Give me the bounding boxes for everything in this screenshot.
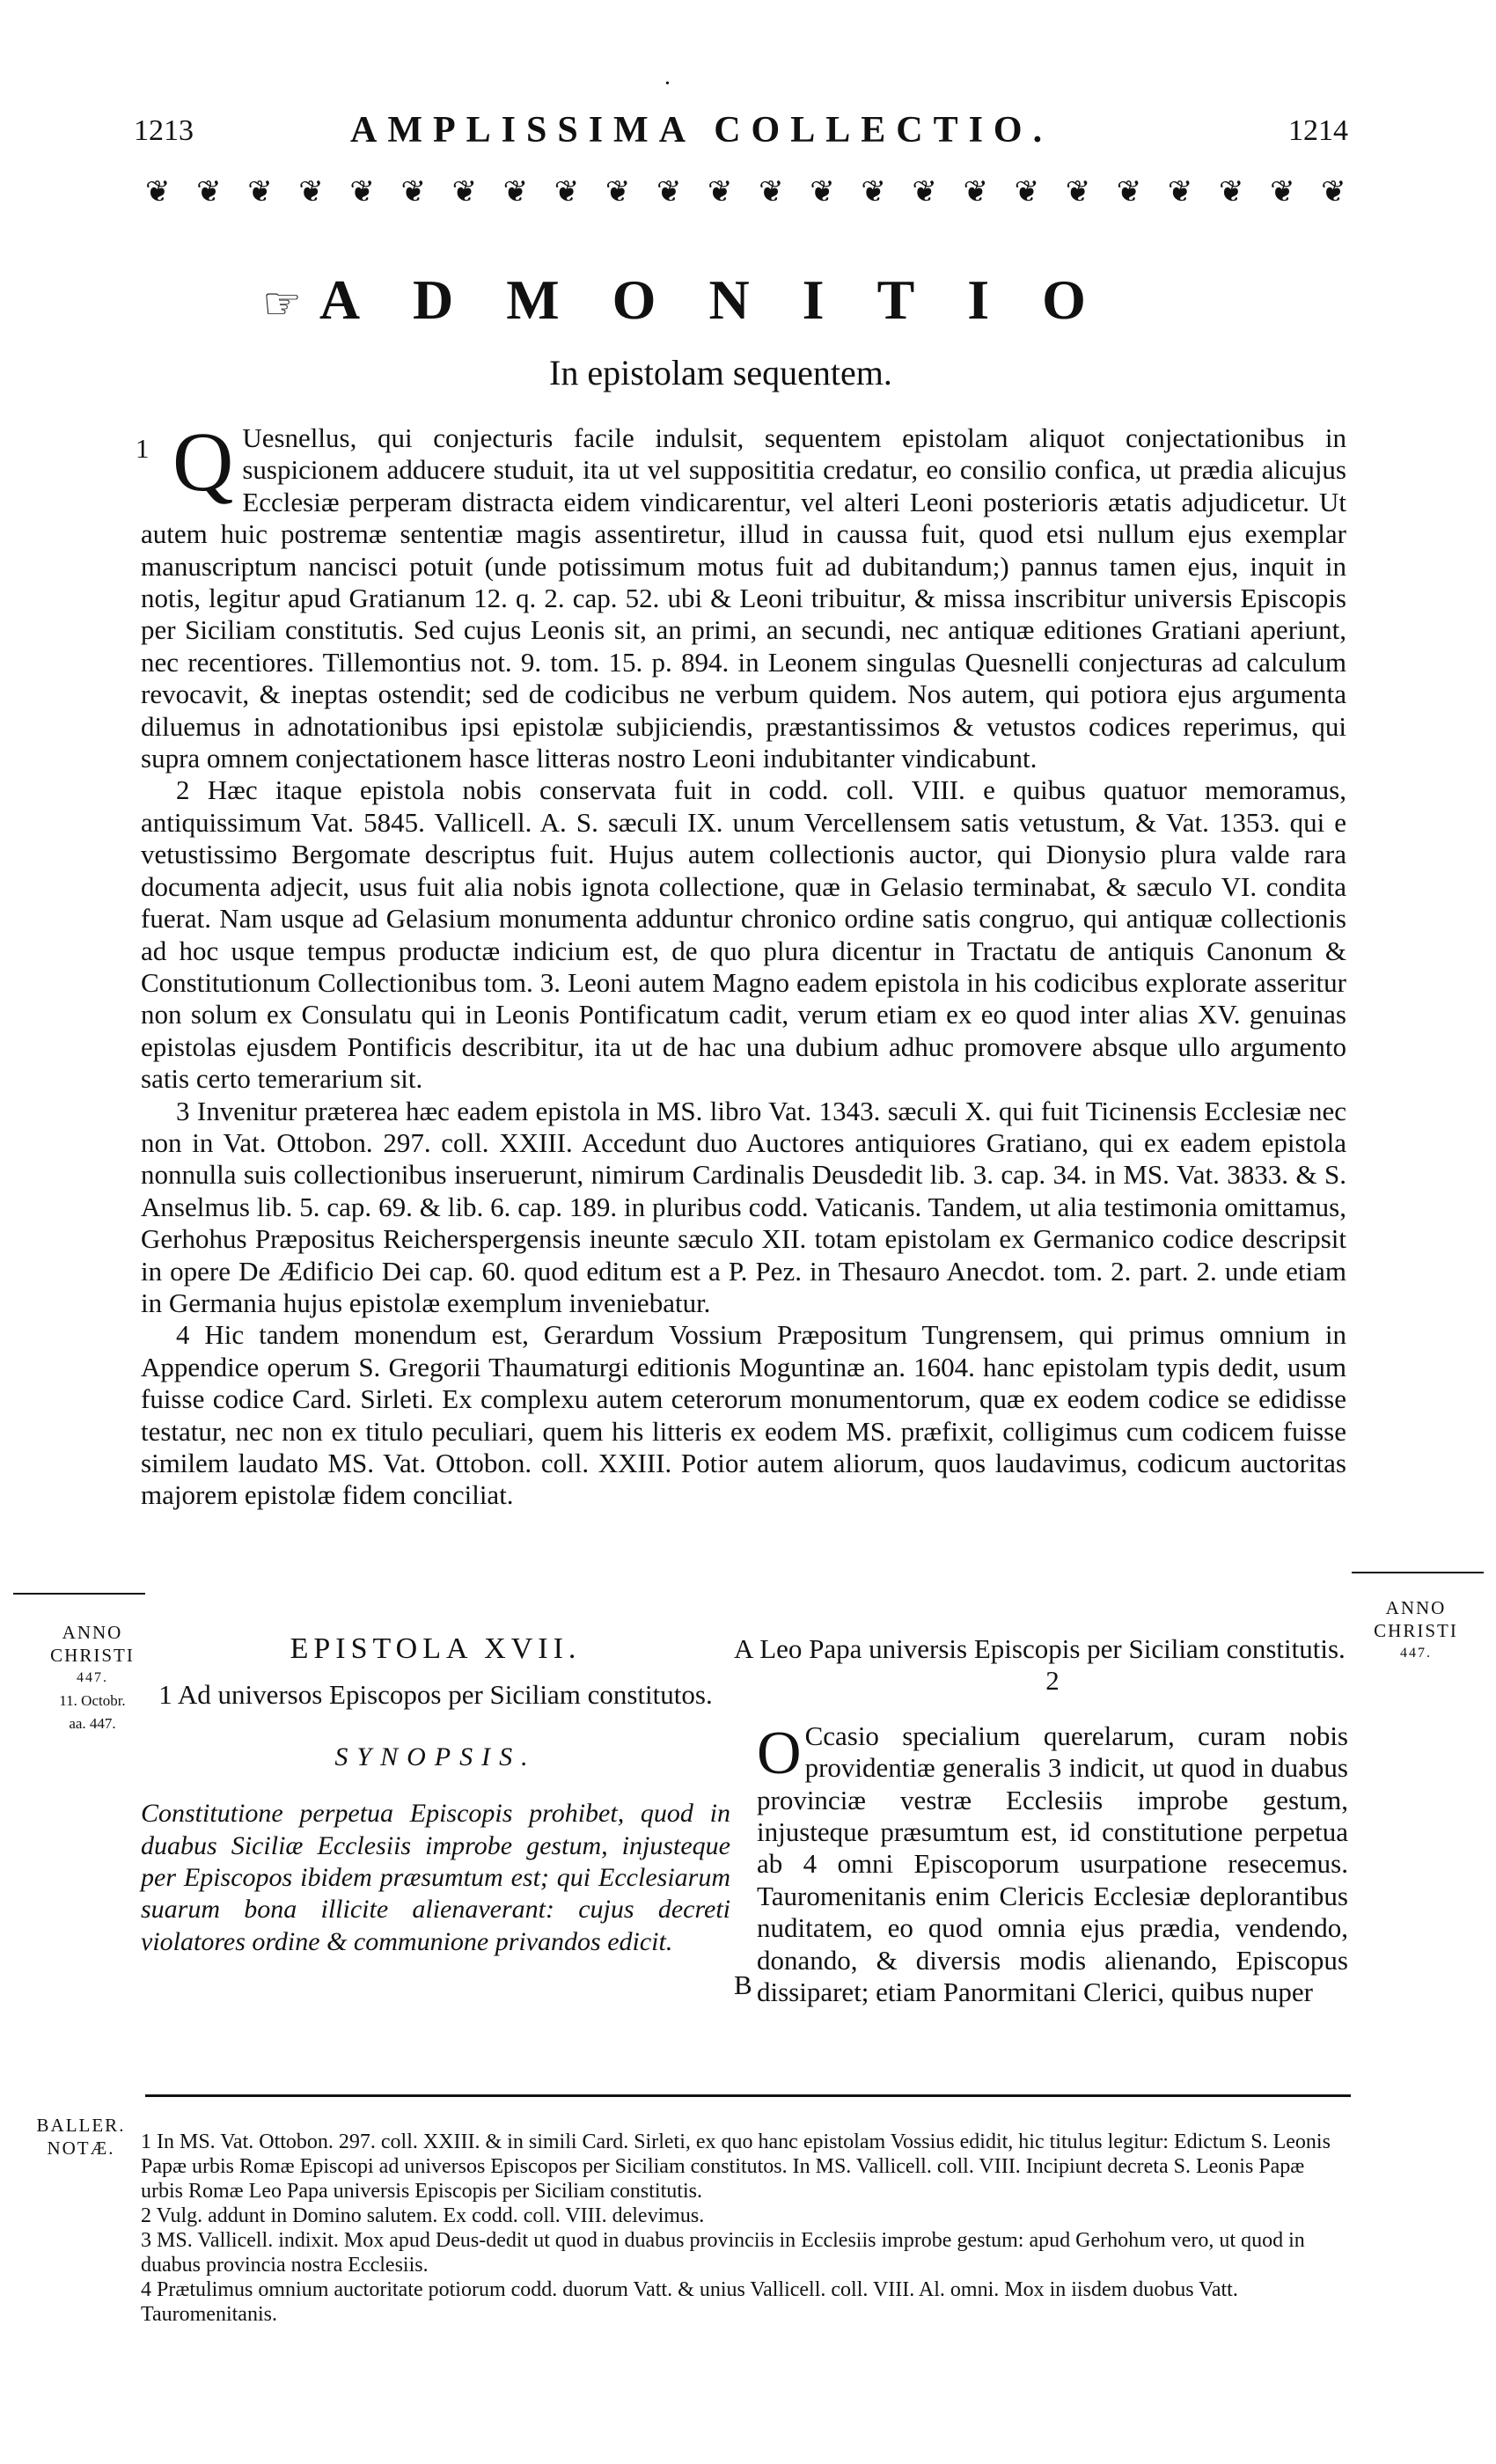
footnotes [141,2130,1346,2327]
fleuron-icon: ❦ [247,174,273,209]
fleuron-icon: ❦ [1167,174,1193,209]
page-number-left: 1213 [134,114,194,147]
footnote-rule [145,2094,1351,2097]
fleuron-icon: ❦ [145,174,171,209]
fleuron-icon: ❦ [605,174,631,209]
fleuron-icon: ❦ [963,174,988,209]
footnote-2: 2 Vulg. addunt in Domino salutem. Ex codd. coll. VIII. delevimus. [141,2204,705,2227]
column-marker-b: B [734,1969,752,2000]
admonitio-body [136,414,1346,1512]
fleuron-icon: ❦ [912,174,937,209]
letter-body: O Ccasio specialium querelarum, curam nobis providentiæ generalis 3 indicit, ut quod in duabus provinciæ vestræ Ecclesiis improbe gestum, injusteque præsumtum est, id constitutione perpetua ab 4 omni Episcoporum usurpatione resecemus. Tauromenitanis enim Clericis Ecclesiæ deplorantibus nuditatem, eo quod omnia ejus prædia, vendendo, donando, & diversis modis alienando, Episcopus dissiparet; etiam Panormitani Clerici, quibus nuper [757,1719,1348,2008]
paragraph-1: 1 Q Uesnellus, qui conjecturis facile indulsit, sequentem epistolam aliquot conjectationibus in suspicionem adducere studuit, ita ut vel supposititia credatur, eo consilio confica, ut prædia alicujus Ecclesiæ perperam distracta eidem vindicarentur, vel alteri Leoni posterioris ætatis adjudicetur. Ut autem huic postremæ sententiæ magis assentiretur, illud in caussa fuit, quod etsi nullum ejus exemplar manuscriptum nancisci potuit (unde potissimum motus fuit ad dubitandum;) pannus tamen ejus, inquit in notis, legitur apud Gratianum 12. q. 2. cap. 52. ubi & Leoni tribuitur, & missa inscribitur universis Episcopis per Siciliam constitutis. Sed cujus Leonis sit, an primi, an secundi, nec antiquæ editiones Gratiani aperiunt, nec recentiores. Tillemontius not. 9. tom. 15. p. 894. in Leonem singulas Quesnelli conjecturas ad calculum revocavit, & ineptas ostendit; sed de codicibus ne verbum quidem. Nos autem, qui potiora ejus argumenta diluemus in adnotationibus ipsi epistolæ subjiciendis, præstantissimos & vetustos codices reperimus, qui supra omnem conjectationem hasce litteras nostro Leoni indubitanter vindicabunt. [136,414,1346,774]
ornament-band [145,174,1346,216]
fleuron-icon: ❦ [759,174,784,209]
fleuron-icon: ❦ [502,174,529,209]
margin-note-right: ANNO CHRISTI 447. [1374,1597,1458,1661]
letter-salutation: Leo Papa universis Episcopis per Siciliam constitutis. 2 [759,1633,1346,1697]
fleuron-icon: ❦ [451,174,478,209]
paragraph-3: 3 Invenitur præterea hæc eadem epistola in MS. libro Vat. 1343. sæculi X. qui fuit Ticinensis Ecclesiæ nec non in Vat. Ottobon. 297. coll. XXIII. Accedunt duo Auctores antiquiores Gratiano, qui ex eadem epistola nonnulla suis collectionibus inseruerunt, nimirum Cardinalis Deusdedit lib. 3. cap. 34. in MS. Vat. 3833. & S. Anselmus lib. 5. cap. 69. & lib. 6. cap. 189. in pluribus codd. Vaticanis. Tandem, ut alia testimonia omittamus, Gerhohus Præpositus Reicherspergensis ineunte sæculo XII. totam epistolam ex Germanico codice descripsit in opere De Ædificio Dei cap. 60. quod editum est a P. Pez. in Thesauro Anecdot. tom. 2. part. 2. unde etiam in Germania hujus epistolæ exemplum inveniebatur. [141,1095,1346,1318]
baller-notae-label: BALLER. NOTÆ. [36,2115,126,2159]
fleuron-icon: ❦ [1014,174,1040,209]
fleuron-icon: ❦ [810,174,835,209]
drop-cap: O [757,1719,802,1787]
footnote-4: 4 Prætulimus omnium auctoritate potiorum codd. duorum Vatt. & unius Vallicell. coll. VIII. Al. omni. Mox in iisdem duobus Vatt. Tauromenitanis. [141,2278,1238,2326]
fleuron-icon: ❦ [554,174,580,209]
fleuron-icon: ❦ [1218,174,1244,209]
margin-note-left: ANNO CHRISTI 447. 11. Octobr. aa. 447. [50,1622,135,1732]
fleuron-icon: ❦ [400,174,426,209]
fleuron-icon: ❦ [298,174,324,209]
admonitio-heading [262,268,1139,333]
fleuron-icon: ❦ [656,174,682,209]
epistola-address: 1 Ad universos Episcopos per Siciliam constitutos. [158,1679,713,1711]
fleuron-icon: ❦ [861,174,886,209]
paragraph-4: 4 Hic tandem monendum est, Gerardum Vossium Præpositum Tungrensem, qui primus omnium in Appendice operum S. Gregorii Thaumaturgi editionis Moguntinæ an. 1604. hanc epistolam typis dedit, usum fuisse codice Card. Sirleti. Ex complexu autem ceterorum monumentorum, quæ ex eodem codice se edidisse testatur, nec non ex titulo peculiari, quem his litteris ex eodem MS. præfixit, colligimus cum codicem fuisse similem laudato MS. Vat. Ottobon. coll. XXIII. Potior autem aliorum, quos laudavimus, codicum auctoritas majorem epistolæ fidem conciliat. [141,1319,1346,1511]
fleuron-icon: ❦ [196,174,222,209]
fleuron-icon: ❦ [1321,174,1346,209]
admonitio-subheading: In epistolam sequentem. [549,353,892,392]
drop-cap: Q [172,414,234,509]
page-number-right: 1214 [1288,114,1348,147]
fleuron-icon: ❦ [349,174,375,209]
margin-rule-right [1352,1572,1484,1573]
decorative-dot: • [665,77,670,91]
footnote-1: 1 In MS. Vat. Ottobon. 297. coll. XXIII. & in simili Card. Sirleti, ex quo hanc epistolam Vossius edidit, hic titulus legitur: Edictum S. Leonis Papæ urbis Romæ Episcopi ad universos Episcopos per Siciliam constitutos. In MS. Vallicell. coll. VIII. Incipiunt decreta S. Leonis Papæ urbis Romæ Leo Papa universis Episcopis per Siciliam constitutis. [141,2130,1331,2203]
fleuron-icon: ❦ [1270,174,1295,209]
paragraph-number: 1 [136,433,150,464]
paragraph-2: 2 Hæc itaque epistola nobis conservata fuit in codd. coll. VIII. e quibus quatuor memoramus, antiquissimum Vat. 5845. Vallicell. A. S. sæculi IX. unum Vercellensem satis vetustum, & Vat. 1353. qui e vetustissimo Bergomate descriptus fuit. Hujus autem collectionis auctor, qui Dionysio plura valde rara documenta adjecit, usus fuit alia nobis ignota collectione, quæ in Gelasio terminabat, & sæculo VI. condita fuerat. Nam usque ad Gelasium monumenta adduntur chronico ordine satis congruo, qui antiquæ collectionis ad hoc usque tempus productæ indicium est, de quo plura dicentur in Tractatu de antiquis Canonum & Constitutionum Collectionibus tom. 3. Leoni autem Magno eadem epistola in his codicibus explorate asseritur non solum ex Consulatu qui in Leonis Pontificatum cadit, verum etiam ex eo quod inter alias XV. genuinas epistolas ejusdem Pontificis describitur, ita ut de hac una dubium adhuc promovere absque ullo argumento satis certo temerarium sit. [141,774,1346,1095]
fleuron-icon: ❦ [708,174,733,209]
synopsis-title: SYNOPSIS. [334,1742,537,1771]
heading-text: ADMONITIO [319,268,1139,331]
footnote-3: 3 MS. Vallicell. indixit. Mox apud Deus-dedit ut quod in duabus provinciis in Ecclesiis improbe gestum: apud Gerhohum vero, ut quod in duabus provincia nostra Ecclesiis. [141,2229,1305,2277]
pointing-hand-icon: ☞ [262,278,302,329]
running-title: AMPLISSIMA COLLECTIO. [350,110,1053,150]
column-marker-a: A [734,1633,754,1664]
margin-rule-left [13,1593,145,1595]
synopsis-text: Constitutione perpetua Episcopis prohibet, quod in duabus Siciliæ Ecclesiis improbe gestum, injusteque per Episcopos ibidem præsumtum est; qui Ecclesiarum suarum bona illicite alienaverant: cujus decreti violatores ordine & communione privandos edicit. [141,1799,730,1956]
epistola-title: EPISTOLA XVII. [290,1632,582,1665]
fleuron-icon: ❦ [1116,174,1142,209]
fleuron-icon: ❦ [1065,174,1091,209]
right-column [757,1633,1348,2008]
left-column [141,1633,730,1958]
